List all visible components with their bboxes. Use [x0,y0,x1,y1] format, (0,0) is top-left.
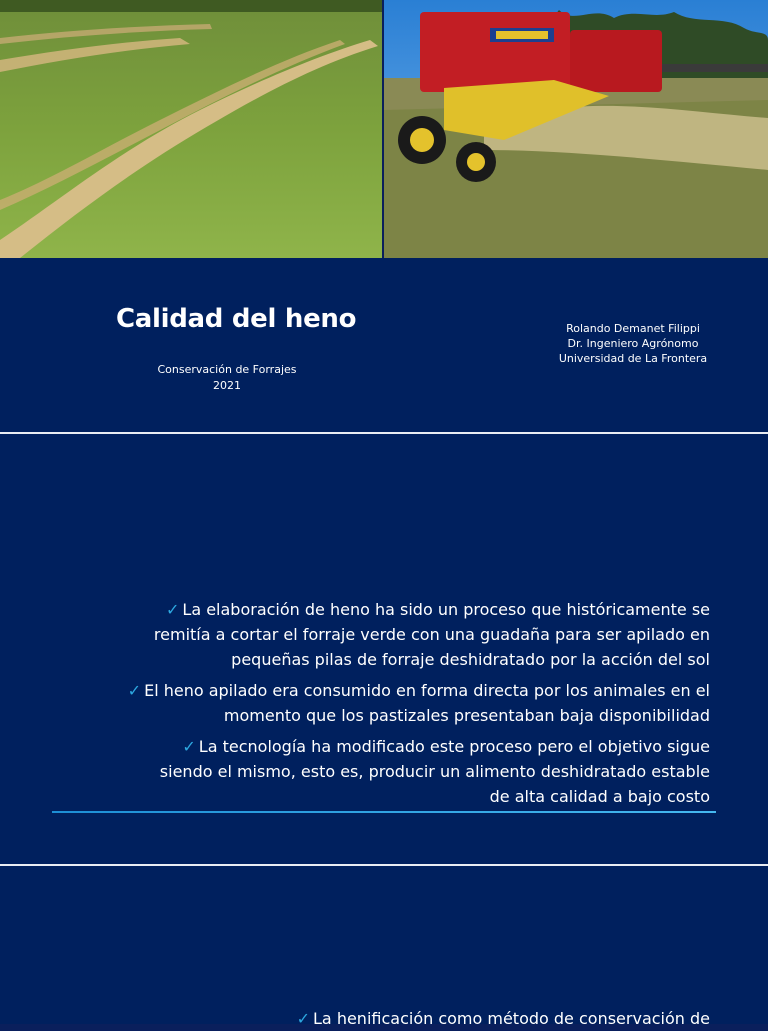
bullet-item [100,734,710,809]
checkmark-icon: ✓ [296,1009,311,1028]
course-subtitle [127,362,327,394]
course-name: Conservación de Forrajes [157,363,297,376]
checkmark-icon: ✓ [166,600,180,619]
bullet-text: pequeñas pilas de forraje deshidratado por la acción del sol [231,650,710,669]
bullet-text: siendo el mismo, esto es, producir un alimento deshidratado estable [159,762,710,781]
course-year: 2021 [213,379,241,392]
bullet-item [100,678,710,728]
bullet-text: remitía a cortar el forraje verde con una guadaña para ser apilado en [153,625,710,644]
checkmark-icon: ✓ [127,681,142,700]
accent-rule [52,811,716,813]
bullet-list [100,597,710,815]
author-university: Universidad de La Frontera [558,352,708,365]
author-degree: Dr. Ingeniero Agrónomo [567,337,699,350]
checkmark-icon: ✓ [182,737,196,756]
hay-baler-photo [384,0,768,258]
bullet-text: La henificación como método de conservación de [313,1009,710,1028]
bullet-item [100,1006,710,1031]
bullet-text: El heno apilado era consumido en forma directa por los animales en el [144,681,710,700]
header-photos [0,0,768,258]
bullet-text: momento que los pastizales presentaban baja disponibilidad [223,706,710,725]
presentation-title: Calidad del heno [116,304,357,334]
author-name: Rolando Demanet Filippi [566,322,700,335]
bullet-item [100,597,710,672]
next-slide [0,866,768,1024]
author-block [548,321,718,366]
hay-windrows-photo [0,0,382,258]
bullet-text: La tecnología ha modificado este proceso pero el objetivo sigue [198,737,710,756]
bullet-text: de alta calidad a bajo costo [489,787,710,806]
bullet-text: La elaboración de heno ha sido un proceso que históricamente se [182,600,710,619]
